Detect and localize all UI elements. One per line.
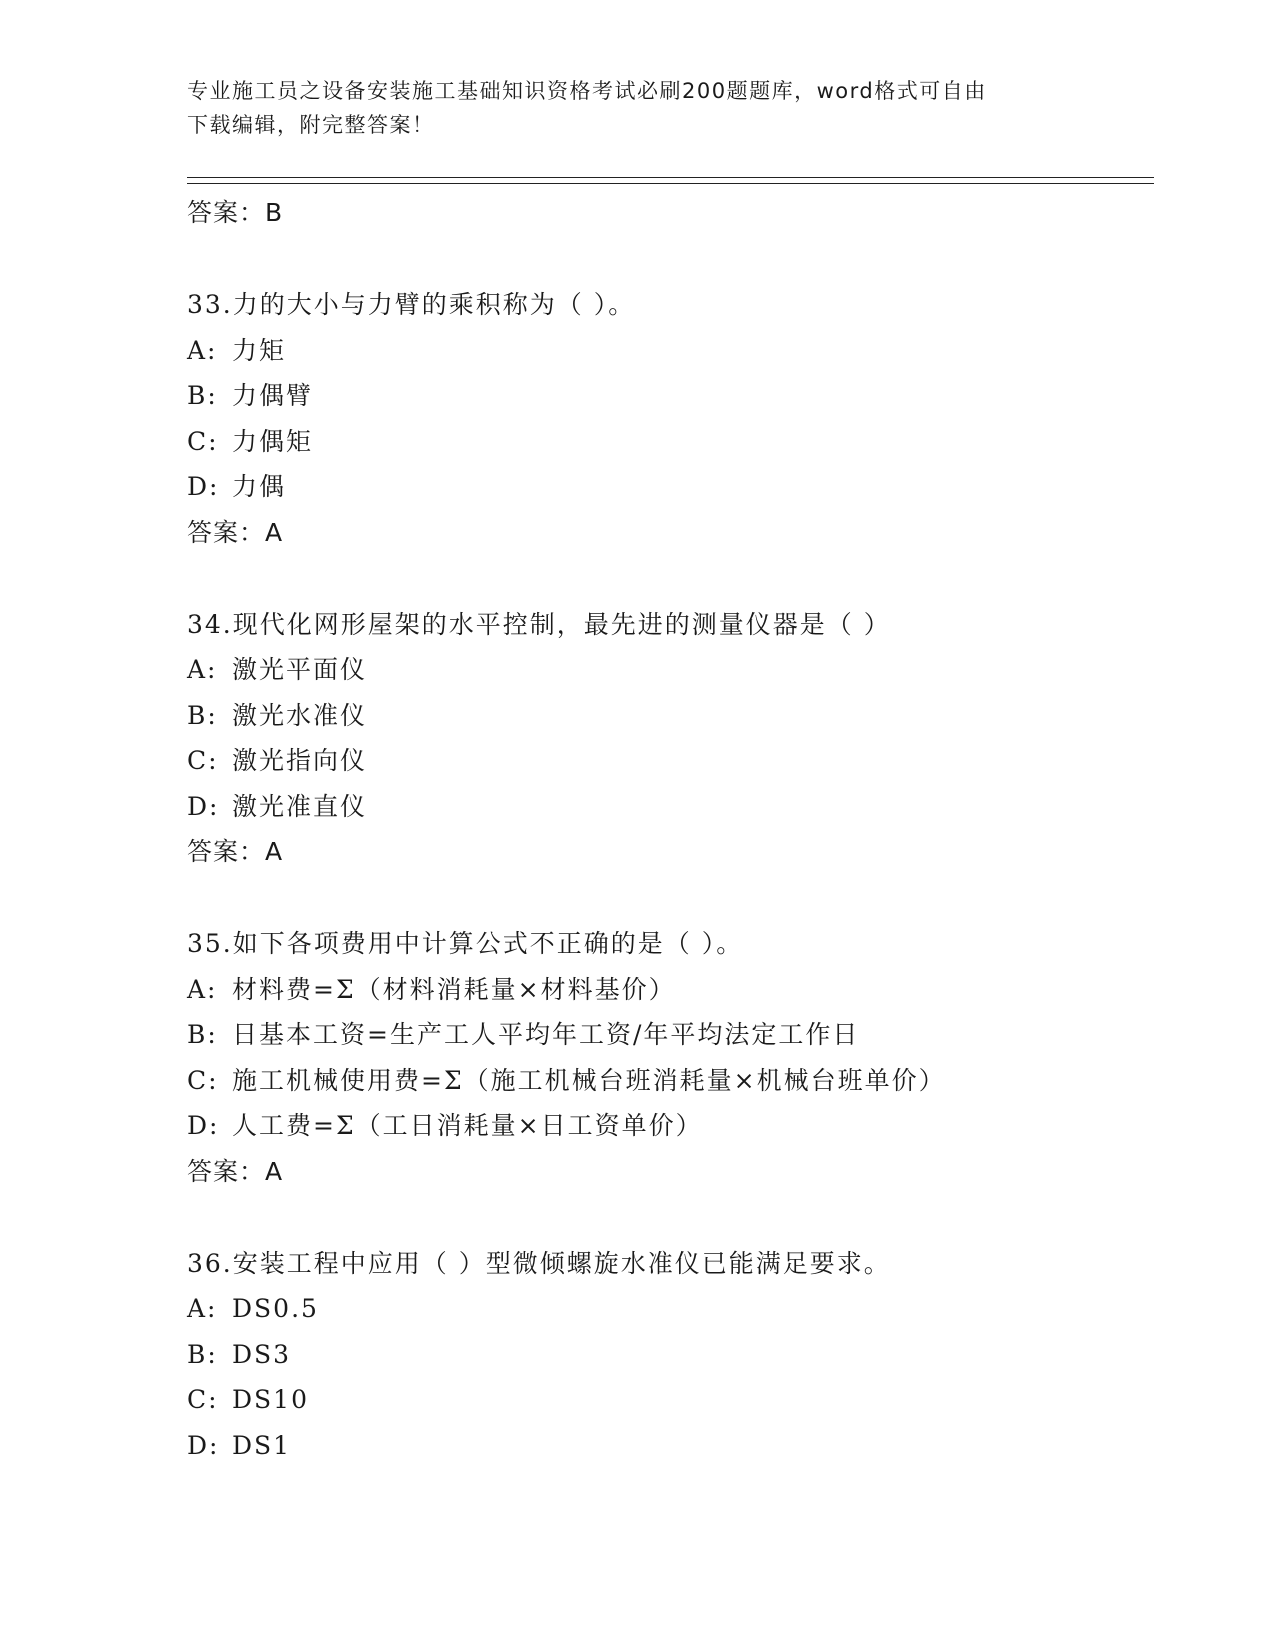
header-divider (187, 177, 1154, 184)
option-b (187, 693, 1147, 739)
document-body (187, 190, 1147, 1468)
question-35 (187, 921, 1147, 1195)
option-a (187, 1286, 1147, 1332)
question-34 (187, 602, 1147, 876)
option-b (187, 373, 1147, 419)
option-text: 激光准直仪 (232, 791, 368, 821)
option-letter: C: (187, 1385, 219, 1414)
option-text: 人工费=Σ（工日消耗量×日工资单价） (232, 1111, 703, 1140)
option-text: 力偶矩 (232, 426, 314, 456)
document-page (187, 0, 1147, 1650)
option-letter: D: (187, 1430, 220, 1460)
option-letter: D: (187, 472, 220, 501)
option-text: 材料费=Σ（材料消耗量×材料基价） (232, 974, 676, 1004)
option-text: 力矩 (232, 335, 287, 365)
option-a (187, 647, 1147, 693)
option-d (187, 1103, 1147, 1149)
option-text: 日基本工资=生产工人平均年工资/年平均法定工作日 (232, 1020, 860, 1049)
option-text: 力偶臂 (232, 381, 314, 410)
question-stem: 35.如下各项费用中计算公式不正确的是（ ）。 (187, 929, 744, 958)
header-line-1: 专业施工员之设备安装施工基础知识资格考试必刷200题题库，word格式可自由 (187, 79, 987, 103)
question-stem: 33.力的大小与力臂的乘积称为（ ）。 (187, 290, 636, 319)
option-b (187, 1332, 1147, 1378)
option-text: DS10 (232, 1385, 309, 1414)
question-stem: 36.安装工程中应用（ ）型微倾螺旋水准仪已能满足要求。 (187, 1248, 891, 1278)
option-text: 激光平面仪 (232, 655, 368, 684)
answer-line: 答案：A (187, 837, 284, 866)
option-letter: A: (187, 1294, 218, 1323)
option-text: DS0.5 (232, 1294, 319, 1323)
previous-answer: 答案：B (187, 198, 284, 227)
option-letter: B: (187, 700, 218, 730)
header-line-2: 下载编辑，附完整答案！ (187, 113, 435, 137)
option-letter: C: (187, 746, 219, 775)
option-d (187, 464, 1147, 510)
option-letter: C: (187, 1065, 219, 1095)
option-letter: B: (187, 1339, 218, 1369)
option-b (187, 1012, 1147, 1058)
option-d (187, 784, 1147, 830)
option-c (187, 1377, 1147, 1423)
answer-line: 答案：A (187, 1156, 284, 1186)
question-stem: 34.现代化网形屋架的水平控制，最先进的测量仪器是（ ） (187, 609, 891, 639)
option-text: DS1 (232, 1430, 292, 1460)
option-c (187, 419, 1147, 465)
option-letter: D: (187, 791, 220, 821)
option-a (187, 967, 1147, 1013)
option-letter: D: (187, 1111, 220, 1140)
question-33 (187, 282, 1147, 556)
option-letter: C: (187, 426, 219, 456)
document-header (187, 74, 1067, 142)
option-c (187, 738, 1147, 784)
option-d (187, 1423, 1147, 1469)
answer-line: 答案：A (187, 517, 284, 547)
option-c (187, 1058, 1147, 1104)
option-letter: B: (187, 381, 218, 410)
question-36 (187, 1241, 1147, 1469)
option-letter: A: (187, 335, 218, 365)
option-text: DS3 (232, 1339, 292, 1369)
option-letter: B: (187, 1020, 218, 1049)
option-text: 激光指向仪 (232, 746, 368, 775)
option-letter: A: (187, 655, 218, 684)
option-letter: A: (187, 974, 218, 1004)
option-text: 力偶 (232, 472, 287, 501)
option-a (187, 328, 1147, 374)
option-text: 施工机械使用费=Σ（施工机械台班消耗量×机械台班单价） (232, 1065, 946, 1095)
option-text: 激光水准仪 (232, 700, 368, 730)
